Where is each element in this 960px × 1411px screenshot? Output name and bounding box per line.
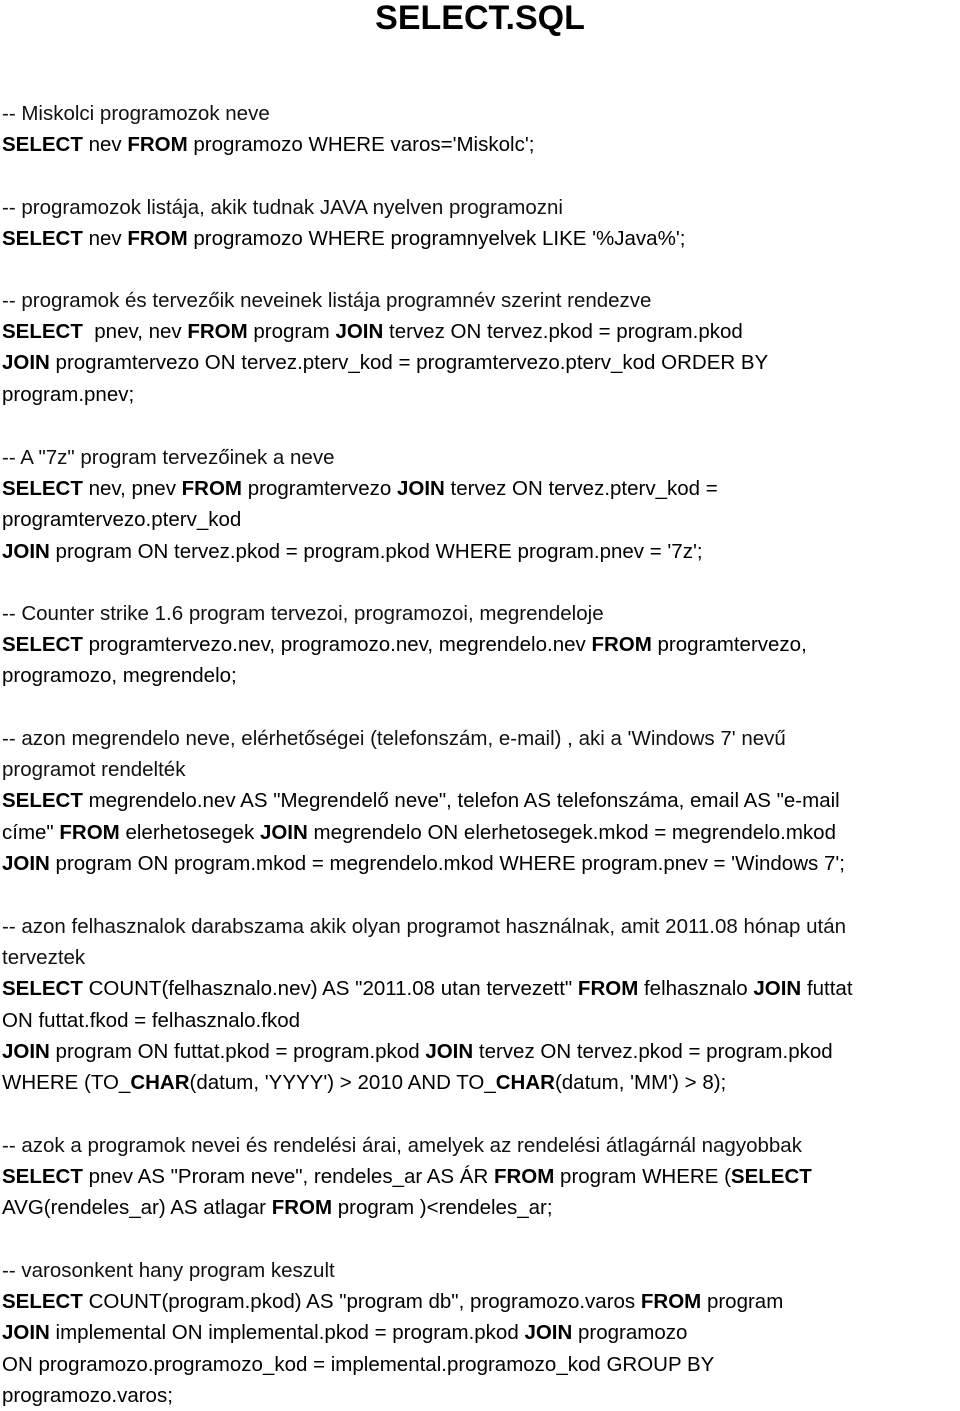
sql-text: felhasznalo <box>638 977 754 1001</box>
sql-text: ON futtat.fkod = felhasznalo.fkod <box>2 1008 300 1032</box>
sql-code-line <box>2 504 958 535</box>
sql-text: program ON tervez.pkod = program.pkod WHERE program.pnev = '7z'; <box>49 539 703 563</box>
sql-text: nev <box>82 133 128 157</box>
sql-keyword: FROM <box>187 320 248 344</box>
sql-text: program ON program.mkod = megrendelo.mkod WHERE program.pnev = 'Windows 7'; <box>49 851 845 875</box>
sql-code-line <box>2 1067 958 1098</box>
sql-text: WHERE (TO_ <box>2 1070 131 1094</box>
sql-query-block <box>2 285 958 410</box>
sql-keyword: JOIN <box>524 1321 573 1345</box>
sql-query-block <box>2 442 958 567</box>
sql-keyword: CHAR <box>130 1070 190 1094</box>
sql-keyword: SELECT <box>730 1165 812 1189</box>
sql-code-line <box>2 817 958 848</box>
sql-text: megrendelo.nev AS "Megrendelő neve", telefon AS telefonszáma, email AS "e-mail <box>82 789 840 813</box>
sql-code-line <box>2 1317 958 1348</box>
sql-keyword: CHAR <box>495 1070 555 1094</box>
sql-text: program <box>701 1290 784 1314</box>
sql-keyword: SELECT <box>2 1165 83 1189</box>
sql-keyword: SELECT <box>2 227 83 251</box>
sql-keyword: FROM <box>59 820 120 844</box>
sql-text: programozo WHERE programnyelvek LIKE '%Java%'; <box>187 227 686 251</box>
sql-query-block <box>2 98 958 160</box>
sql-code-line <box>2 347 958 378</box>
sql-query-block <box>2 1130 958 1224</box>
sql-text: tervez ON tervez.pterv_kod = <box>444 477 718 501</box>
sql-keyword: SELECT <box>2 1290 83 1314</box>
sql-code-line <box>2 1192 958 1223</box>
sql-text: programozo.varos; <box>2 1383 173 1407</box>
sql-text: program ON futtat.pkod = program.pkod <box>49 1039 426 1063</box>
sql-keyword: FROM <box>577 977 639 1001</box>
sql-query-block <box>2 911 958 1098</box>
sql-text: (datum, 'YYYY') > 2010 AND TO_ <box>189 1070 496 1094</box>
sql-text: program )<rendeles_ar; <box>332 1196 553 1220</box>
sql-text: megrendelo ON elerhetosegek.mkod = megrendelo.mkod <box>307 820 836 844</box>
sql-text: elerhetosegek <box>119 820 260 844</box>
sql-text: futtat <box>801 977 853 1001</box>
sql-keyword: SELECT <box>2 633 83 657</box>
sql-keyword: SELECT <box>2 977 83 1001</box>
sql-keyword: FROM <box>181 477 243 501</box>
sql-text: tervez ON tervez.pkod = program.pkod <box>473 1039 833 1063</box>
sql-query-block <box>2 723 958 879</box>
sql-code-line <box>2 629 958 660</box>
sql-code-line <box>2 223 958 254</box>
sql-code-line <box>2 1161 958 1192</box>
sql-keyword: SELECT <box>2 477 83 501</box>
sql-text: implemental ON implemental.pkod = program.pkod <box>49 1321 525 1345</box>
sql-keyword: JOIN <box>2 851 50 875</box>
sql-code-line <box>2 848 958 879</box>
sql-query-block <box>2 192 958 254</box>
sql-text: címe" <box>2 820 60 844</box>
sql-text: program <box>247 320 336 344</box>
sql-text: pnev, nev <box>82 320 188 344</box>
sql-text: programozo <box>572 1321 688 1345</box>
sql-text: COUNT(program.pkod) AS "program db", programozo.varos <box>82 1290 641 1314</box>
sql-keyword: JOIN <box>753 977 802 1001</box>
sql-comment: -- varosonkent hany program keszult <box>2 1259 335 1282</box>
sql-keyword: JOIN <box>335 320 384 344</box>
sql-code-line <box>2 1005 958 1036</box>
sql-keyword: JOIN <box>2 351 50 375</box>
sql-comment: -- A "7z" program tervezőinek a neve <box>2 446 335 469</box>
sql-text: (datum, 'MM') > 8); <box>554 1070 727 1094</box>
sql-code-line <box>2 785 958 816</box>
sql-code-line <box>2 1349 958 1380</box>
sql-text: program.pnev; <box>2 382 135 406</box>
sql-text: COUNT(felhasznalo.nev) AS "2011.08 utan tervezett" <box>82 977 578 1001</box>
sql-text: programtervezo ON tervez.pterv_kod = programtervezo.pterv_kod ORDER BY <box>49 351 769 375</box>
sql-keyword: SELECT <box>2 320 83 344</box>
sql-keyword: JOIN <box>2 539 50 563</box>
sql-comment: -- azon felhasznalok darabszama akik olyan programot használnak, amit 2011.08 hónap után <box>2 915 847 938</box>
sql-text: program WHERE ( <box>554 1165 731 1189</box>
sql-keyword: SELECT <box>2 133 83 157</box>
sql-code-line <box>2 973 958 1004</box>
sql-comment: terveztek <box>2 946 86 970</box>
sql-query-block <box>2 1255 958 1411</box>
sql-keyword: JOIN <box>396 477 445 501</box>
sql-comment: programot rendelték <box>2 758 186 782</box>
sql-code-line <box>2 1286 958 1317</box>
sql-text: pnev AS "Proram neve", rendeles_ar AS ÁR <box>82 1165 494 1189</box>
sql-keyword: JOIN <box>425 1039 474 1063</box>
sql-comment: -- Miskolci programozok neve <box>2 102 270 125</box>
sql-text: programozo, megrendelo; <box>2 664 237 688</box>
sql-code-line <box>2 473 958 504</box>
sql-keyword: JOIN <box>2 1321 50 1345</box>
sql-query-block <box>2 598 958 692</box>
sql-text: nev <box>82 227 128 251</box>
sql-text: programtervezo.pterv_kod <box>2 508 242 532</box>
sql-keyword: JOIN <box>259 820 308 844</box>
sql-keyword: FROM <box>493 1165 555 1189</box>
sql-keyword: FROM <box>640 1290 702 1314</box>
sql-code-line <box>2 536 958 567</box>
sql-keyword: FROM <box>271 1196 333 1220</box>
sql-text: programtervezo, <box>651 633 807 657</box>
sql-text: AVG(rendeles_ar) AS atlagar <box>2 1196 272 1220</box>
sql-text: programozo WHERE varos='Miskolc'; <box>187 133 535 157</box>
sql-text: programtervezo <box>242 477 397 501</box>
sql-code-line <box>2 379 958 410</box>
sql-code-line <box>2 1380 958 1411</box>
sql-keyword: FROM <box>127 227 188 251</box>
sql-comment: -- azok a programok nevei és rendelési árai, amelyek az rendelési átlagárnál nagyobbak <box>2 1134 802 1157</box>
sql-comment: -- programozok listája, akik tudnak JAVA nyelven programozni <box>2 196 563 219</box>
sql-code-line <box>2 1036 958 1067</box>
page-title: SELECT.SQL <box>375 0 585 37</box>
sql-text: nev, pnev <box>82 477 182 501</box>
sql-comment: -- programok és tervezőik neveinek listája programnév szerint rendezve <box>2 289 652 312</box>
sql-keyword: FROM <box>127 133 188 157</box>
sql-text: ON programozo.programozo_kod = implemental.programozo_kod GROUP BY <box>2 1352 715 1376</box>
sql-keyword: SELECT <box>2 789 83 813</box>
sql-keyword: JOIN <box>2 1039 50 1063</box>
sql-code-line <box>2 660 958 691</box>
sql-keyword: FROM <box>591 633 652 657</box>
sql-comment: -- azon megrendelo neve, elérhetőségei (telefonszám, e-mail) , aki a 'Windows 7' nevű <box>2 727 786 750</box>
sql-comment: -- Counter strike 1.6 program tervezoi, programozoi, megrendeloje <box>2 602 604 625</box>
sql-code-line <box>2 316 958 347</box>
sql-text: tervez ON tervez.pkod = program.pkod <box>383 320 743 344</box>
sql-code-line <box>2 129 958 160</box>
sql-text: programtervezo.nev, programozo.nev, megrendelo.nev <box>82 633 592 657</box>
